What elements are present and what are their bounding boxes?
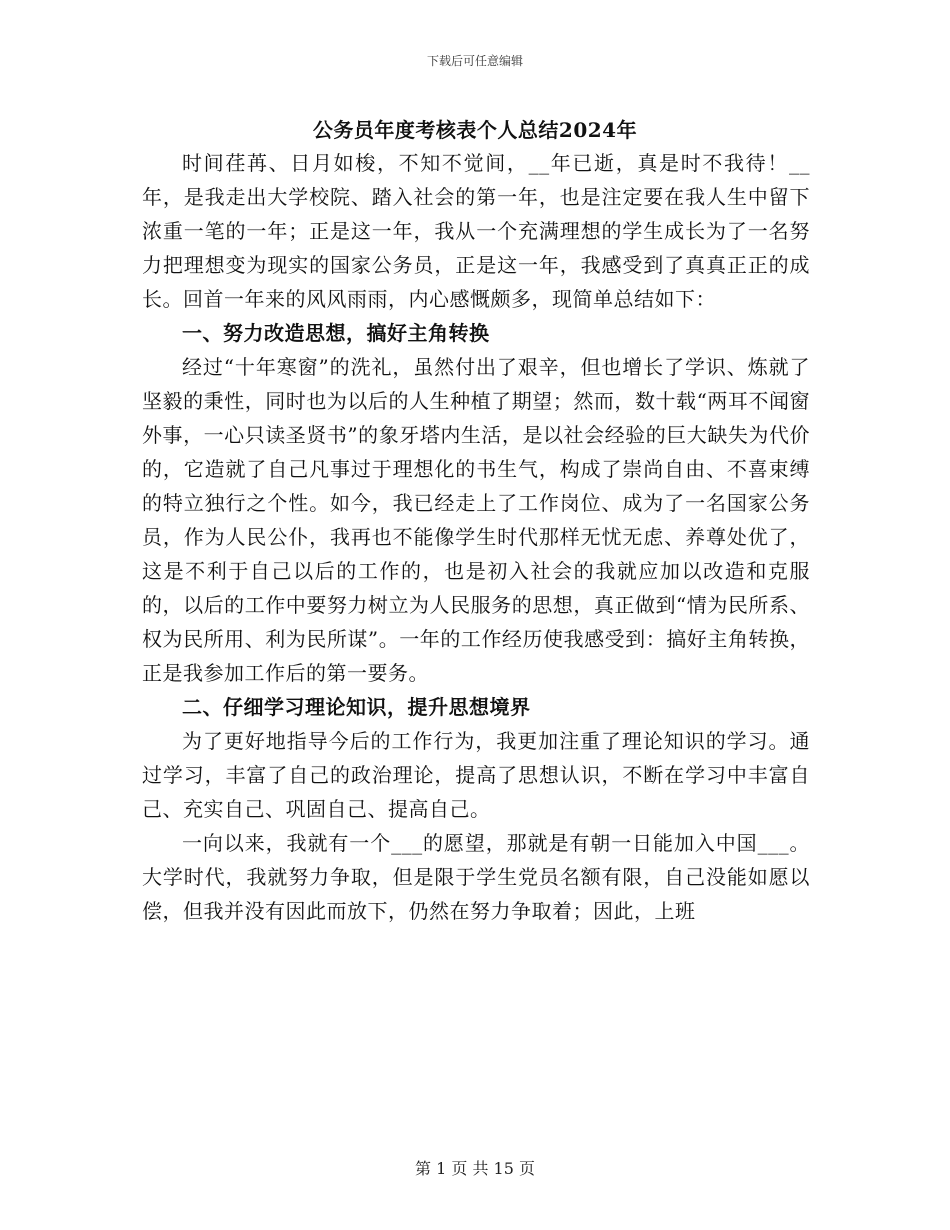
- document-title: 公务员年度考核表个人总结2024年: [312, 118, 638, 142]
- paragraph-intro: 时间荏苒、日月如梭，不知不觉间，__年已逝，真是时不我待！__年，是我走出大学校院、踏入社会的第一年，也是注定要在我人生中留下浓重一笔的一年；正是这一年，我从一个充满理想的学生成长为了一名努力把理想变为现实的国家公务员，正是这一年，我感受到了真真正正的成长。回首一年来的风风雨雨，内心感慨颇多，现简单总结如下：: [142, 151, 810, 311]
- header-note: 下载后可任意编辑: [426, 54, 523, 68]
- page-footer: 第 1 页 共 15 页: [415, 1159, 535, 1178]
- paragraph-section-1: 经过“十年寒窗”的洗礼，虽然付出了艰辛，但也增长了学识、炼就了坚毅的秉性，同时也为以后的人生种植了期望；然而，数十载“两耳不闻窗外事，一心只读圣贤书”的象牙塔内生活，是以社会经验的巨大缺失为代价的，它造就了自己凡事过于理想化的书生气，构成了崇尚自由、不喜束缚的特立独行之个性。如今，我已经走上了工作岗位、成为了一名国家公务员，作为人民公仆，我再也不能像学生时代那样无忧无虑、养尊处优了，这是不利于自己以后的工作的，也是初入社会的我就应加以改造和克服的，以后的工作中要努力树立为人民服务的思想，真正做到“情为民所系、权为民所用、利为民所谋”。一年的工作经历使我感受到：搞好主角转换，正是我参加工作后的第一要务。: [142, 355, 810, 685]
- document-body: [142, 146, 810, 928]
- paragraph-section-2b: 一向以来，我就有一个___的愿望，那就是有朝一日能加入中国___。大学时代，我就努力争取，但是限于学生党员名额有限，自己没能如愿以偿，但我并没有因此而放下，仍然在努力争取着；因此，上班: [142, 831, 810, 923]
- section-heading-1: 一、努力改造思想，搞好主角转换: [182, 321, 490, 345]
- paragraph-section-2a: 为了更好地指导今后的工作行为，我更加注重了理论知识的学习。通过学习，丰富了自己的政治理论，提高了思想认识，不断在学习中丰富自己、充实自己、巩固自己、提高自己。: [142, 729, 810, 821]
- section-heading-2: 二、仔细学习理论知识，提升思想境界: [182, 695, 531, 719]
